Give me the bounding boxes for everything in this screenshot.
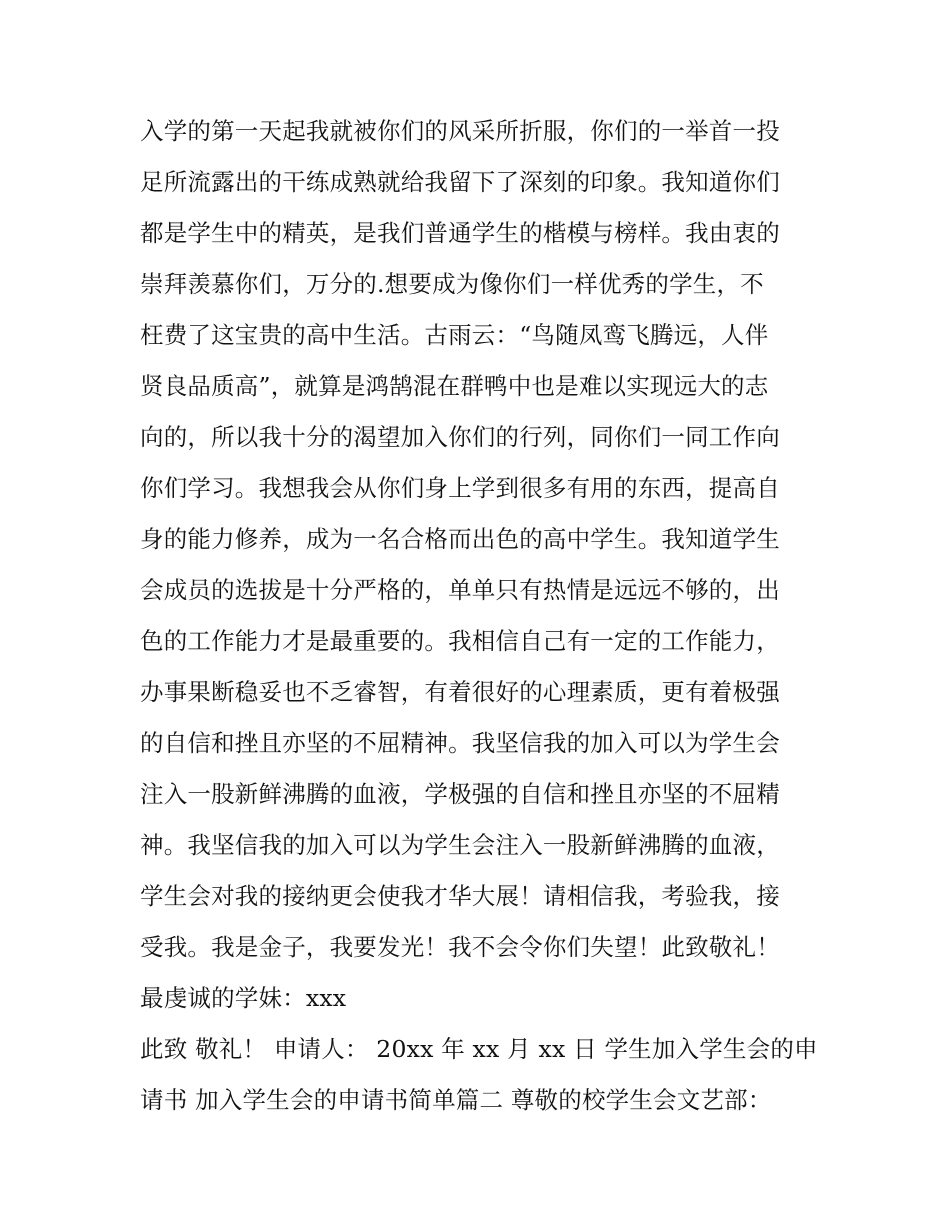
text-line: 神。我坚信我的加入可以为学生会注入一股新鲜沸腾的血液， [140,831,780,859]
document-body [140,106,820,1126]
text-line: 色的工作能力才是最重要的。我相信自己有一定的工作能力， [140,627,780,655]
text-line: 你们学习。我想我会从你们身上学到很多有用的东西，提高自 [140,474,780,502]
text-line: 都是学生中的精英，是我们普通学生的楷模与榜样。我由衷的 [140,219,780,247]
text-line: 的自信和挫且亦坚的不屈精神。我坚信我的加入可以为学生会 [140,729,780,757]
text-line: 此致 敬礼！ 申请人： 20xx 年 xx 月 xx 日 学生加入学生会的申 [140,1035,818,1063]
text-line: 办事果断稳妥也不乏睿智，有着很好的心理素质，更有着极强 [140,678,780,706]
text-line: 枉费了这宝贵的高中生活。古雨云：“鸟随凤鸾飞腾远，人伴 [140,321,769,349]
signature-line: 最虔诚的学妹：xxx [140,984,347,1012]
text-line: 学生会对我的接纳更会使我才华大展！请相信我，考验我，接 [140,882,780,910]
text-line: 足所流露出的干练成熟就给我留下了深刻的印象。我知道你们 [140,168,780,196]
text-line: 贤良品质高”，就算是鸿鹄混在群鸭中也是难以实现远大的志 [140,372,769,400]
text-line: 注入一股新鲜沸腾的血液，学极强的自信和挫且亦坚的不屈精 [140,780,780,808]
text-line: 向的，所以我十分的渴望加入你们的行列，同你们一同工作向 [140,423,780,451]
text-line: 受我。我是金子，我要发光！我不会令你们失望！此致敬礼！ [140,933,780,961]
text-line: 身的能力修养，成为一名合格而出色的高中学生。我知道学生 [140,525,780,553]
text-line: 入学的第一天起我就被你们的风采所折服，你们的一举首一投 [140,117,780,145]
text-line: 崇拜羡慕你们，万分的.想要成为像你们一样优秀的学生，不 [140,270,764,298]
text-line: 请书 加入学生会的申请书简单篇二 尊敬的校学生会文艺部： [140,1086,772,1114]
text-line: 会成员的选拔是十分严格的，单单只有热情是远远不够的，出 [140,576,780,604]
